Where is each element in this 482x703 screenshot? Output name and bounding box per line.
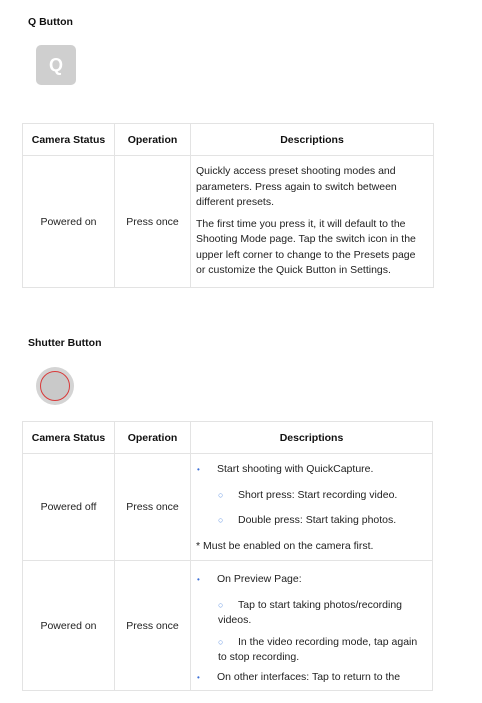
bullet-dot-icon: • [197,672,200,682]
sub-list-item [196,635,426,666]
header-camera-status: Camera Status [23,124,115,156]
hollow-bullet-icon: ○ [218,489,224,500]
shutter-ring [40,371,70,401]
shutter-button-table [22,421,433,691]
sub-list-item-text: Short press: Start recording video. [238,488,398,501]
description-paragraph: Quickly access preset shooting modes and parameters. Press again to switch between different presets. [196,165,397,209]
table-row [23,156,434,288]
q-icon-letter: Q [48,54,63,75]
camera-status-cell: Powered on [23,561,115,691]
bullet-dot-icon: • [197,465,200,474]
q-button-table [22,123,434,288]
operation-cell: Press once [115,561,191,691]
list-item [196,462,426,478]
camera-status-cell: Powered off [23,454,115,561]
description-paragraph: The first time you press it, it will default to the Shooting Mode page. Tap the switch icon in the upper left corner to change to the Presets page or customize the Quick Button in Settings. [196,217,416,277]
table-header-row [23,124,434,156]
hollow-bullet-icon: ○ [218,599,224,610]
description-cell [191,454,433,561]
operation-cell: Press once [115,156,191,288]
hollow-bullet-icon: ○ [218,515,224,525]
list-item [196,670,426,686]
table-row [23,454,433,561]
sub-list-item-text: In the video recording mode, tap again to stop recording. [218,635,418,663]
sub-list-item [196,598,426,629]
sub-list-item-text: Tap to start taking photos/recording videos. [218,598,403,626]
header-operation: Operation [115,124,191,156]
list-item-text: On Preview Page: [217,573,302,585]
header-camera-status: Camera Status [23,422,115,454]
sub-list-item-text: Double press: Start taking photos. [238,514,397,526]
table-row [23,561,433,691]
description-cell [191,561,433,691]
hollow-bullet-icon: ○ [218,636,224,647]
list-item [196,572,426,588]
shutter-button-title: Shutter Button [28,337,102,349]
sub-list-item [196,488,426,504]
description-cell [191,156,434,288]
header-operation: Operation [115,422,191,454]
sub-list-item [196,513,426,529]
list-item-text: On other interfaces: Tap to return to the [217,670,401,683]
table-header-row [23,422,433,454]
shutter-button-icon [36,367,74,405]
camera-status-cell: Powered on [23,156,115,288]
q-button-title: Q Button [28,16,73,28]
operation-cell: Press once [115,454,191,561]
header-descriptions: Descriptions [191,422,433,454]
header-descriptions: Descriptions [191,124,434,156]
footnote: * Must be enabled on the camera first. [196,539,374,552]
q-button-icon [36,45,76,85]
bullet-dot-icon: • [197,575,200,584]
list-item-text: Start shooting with QuickCapture. [217,463,374,475]
